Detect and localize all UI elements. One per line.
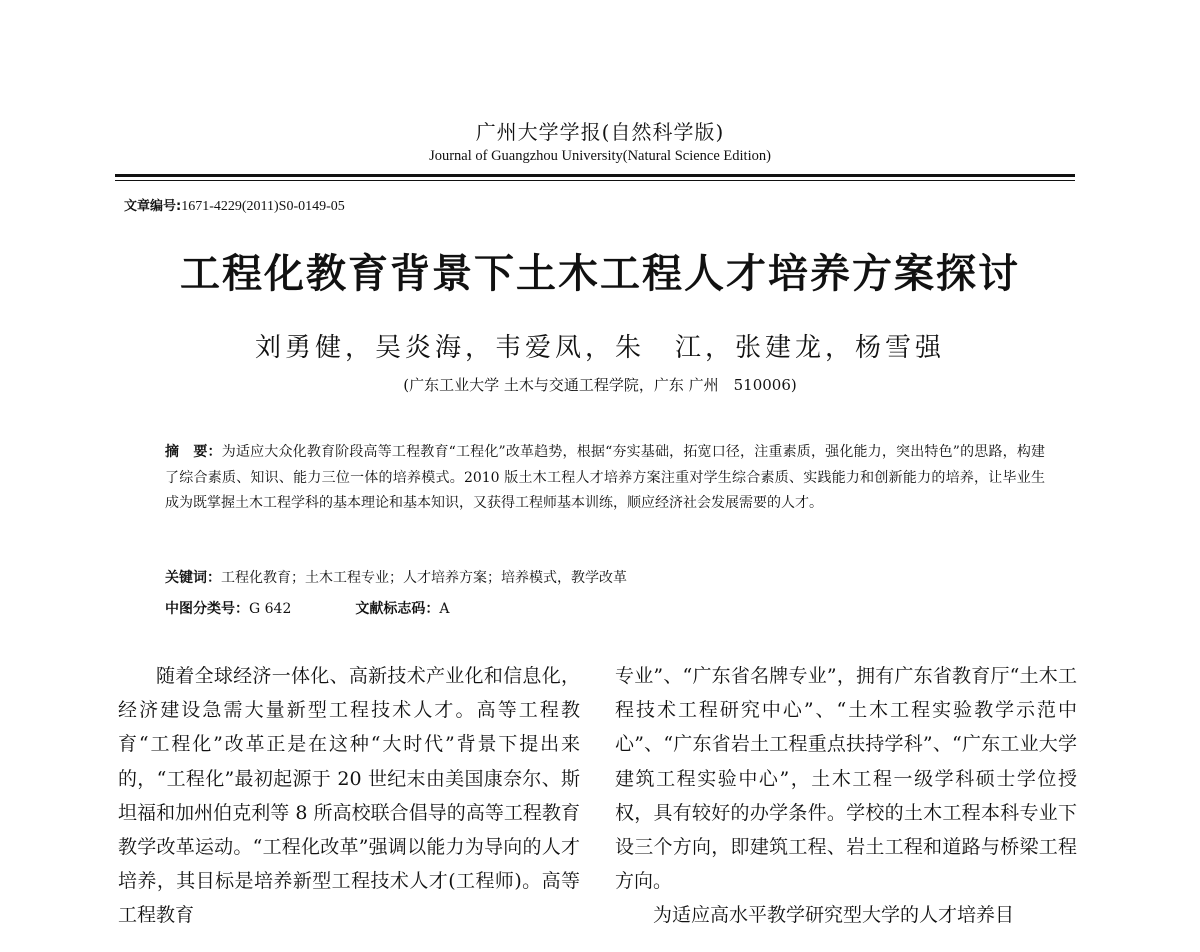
abstract-label: 摘 要： bbox=[165, 444, 222, 460]
article-number-label: 文章编号: bbox=[124, 199, 182, 214]
journal-title-en: Journal of Guangzhou University(Natural Science Edition) bbox=[429, 148, 771, 164]
clc-label: 中图分类号： bbox=[165, 601, 249, 617]
paper-title: 工程化教育背景下土木工程人才培养方案探讨 bbox=[180, 250, 1020, 297]
body-paragraph: 专业”、“广东省名牌专业”，拥有广东省教育厅“土木工程技术工程研究中心”、“土木工程实验教学示范中心”、“广东省岩土工程重点扶持学科”、“广东工业大学建筑工程实验中心”，土木工程一级学科硕士学位授权，具有较好的办学条件。学校的土木工程本科专业下设三个方向，即建筑工程、岩土工程和道路与桥梁工程方向。 bbox=[615, 665, 1077, 893]
body-paragraph: 为适应高水平教学研究型大学的人才培养目 bbox=[653, 904, 1015, 927]
doc-code-label: 文献标志码： bbox=[355, 601, 440, 617]
affiliation: (广东工业大学 土木与交通工程学院，广东 广州 510006) bbox=[403, 376, 797, 394]
header-rule-thin bbox=[115, 180, 1075, 181]
body-right-column bbox=[615, 659, 1077, 933]
keywords-label: 关键词： bbox=[165, 570, 221, 586]
abstract-text: 为适应大众化教育阶段高等工程教育“工程化”改革趋势，根据“夯实基础，拓宽口径，注重素质，强化能力，突出特色”的思路，构建了综合素质、知识、能力三位一体的培养模式。2010 版土木工程人才培养方案注重对学生综合素质、实践能力和创新能力的培养，让毕业生成为既掌握土木工程学科的基本理论和基本知识，又获得工程师基本训练，顺应经济社会发展需要的人才。 bbox=[165, 444, 1045, 511]
clc-value: G 642 bbox=[249, 601, 292, 617]
journal-title-cn: 广州大学学报(自然科学版) bbox=[475, 120, 725, 144]
body-paragraph: 随着全球经济一体化、高新技术产业化和信息化，经济建设急需大量新型工程技术人才。高等工程教育“工程化”改革正是在这种“大时代”背景下提出来的，“工程化”最初起源于 20 世纪末由美国康奈尔、斯坦福和加州伯克利等 8 所高校联合倡导的高等工程教育教学改革运动。“工程化改革”强调以能力为导向的人才培养，其目标是培养新型工程技术人才(工程师)。高等工程教育 bbox=[118, 665, 580, 927]
article-number bbox=[124, 195, 345, 215]
abstract bbox=[165, 440, 1045, 517]
classification bbox=[165, 598, 449, 618]
keywords bbox=[165, 567, 1045, 587]
header-rule-thick bbox=[115, 174, 1075, 177]
article-number-value: 1671-4229(2011)S0-0149-05 bbox=[181, 199, 345, 214]
doc-code-value: A bbox=[439, 601, 450, 617]
keywords-text: 工程化教育；土木工程专业；人才培养方案；培养模式，教学改革 bbox=[221, 570, 627, 586]
author-list: 刘勇健，吴炎海，韦爱凤，朱 江，张建龙，杨雪强 bbox=[254, 333, 945, 363]
body-left-column bbox=[118, 659, 580, 933]
